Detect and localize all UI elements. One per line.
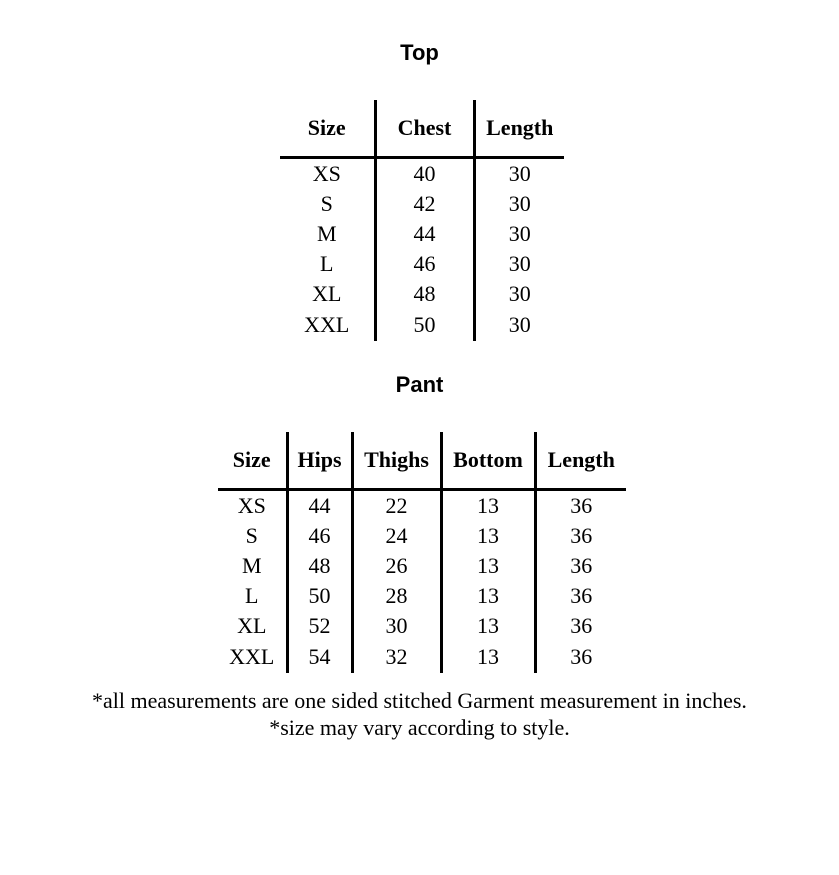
size-cell: XS bbox=[237, 493, 266, 518]
chest-cell: 44 bbox=[375, 219, 474, 249]
thighs-cell: 32 bbox=[352, 641, 441, 673]
length-cell: 36 bbox=[535, 581, 626, 611]
thighs-cell: 30 bbox=[352, 611, 441, 641]
bottom-cell: 13 bbox=[441, 521, 535, 551]
chest-cell: 40 bbox=[375, 158, 474, 190]
top-section-title: Top bbox=[400, 40, 439, 65]
table-row bbox=[218, 641, 626, 673]
length-cell: 36 bbox=[535, 641, 626, 673]
length-cell: 30 bbox=[474, 279, 564, 309]
column-header-length: Length bbox=[474, 100, 564, 158]
size-cell: S bbox=[245, 523, 258, 548]
size-cell: XS bbox=[312, 161, 341, 186]
size-cell: XXL bbox=[229, 644, 275, 669]
hips-cell: 50 bbox=[287, 581, 352, 611]
table-row bbox=[280, 309, 564, 341]
length-cell: 30 bbox=[474, 309, 564, 341]
size-cell: XL bbox=[312, 281, 342, 306]
hips-cell: 44 bbox=[287, 490, 352, 522]
thighs-cell: 26 bbox=[352, 551, 441, 581]
column-header-length: Length bbox=[535, 432, 626, 490]
bottom-cell: 13 bbox=[441, 611, 535, 641]
size-cell: M bbox=[241, 553, 262, 578]
measurement-note: *all measurements are one sided stitched Garment measurement in inches. bbox=[92, 688, 747, 713]
size-cell: L bbox=[320, 251, 334, 276]
table-row bbox=[280, 279, 564, 309]
length-cell: 30 bbox=[474, 249, 564, 279]
table-row bbox=[218, 490, 626, 522]
column-header-hips: Hips bbox=[287, 432, 352, 490]
size-cell: M bbox=[316, 221, 337, 246]
column-header-chest: Chest bbox=[375, 100, 474, 158]
table-row bbox=[280, 189, 564, 219]
size-cell: XL bbox=[237, 613, 267, 638]
hips-cell: 52 bbox=[287, 611, 352, 641]
column-header-size: Size bbox=[280, 100, 375, 158]
chest-cell: 42 bbox=[375, 189, 474, 219]
table-header-row bbox=[280, 100, 564, 158]
bottom-cell: 13 bbox=[441, 581, 535, 611]
size-variance-note: *size may vary according to style. bbox=[269, 715, 570, 740]
table-row bbox=[218, 521, 626, 551]
length-cell: 36 bbox=[535, 490, 626, 522]
table-row bbox=[218, 581, 626, 611]
top-size-table bbox=[280, 100, 564, 341]
size-cell: XXL bbox=[304, 312, 350, 337]
bottom-cell: 13 bbox=[441, 551, 535, 581]
length-cell: 36 bbox=[535, 521, 626, 551]
pant-size-table bbox=[218, 432, 626, 673]
length-cell: 36 bbox=[535, 551, 626, 581]
thighs-cell: 24 bbox=[352, 521, 441, 551]
hips-cell: 46 bbox=[287, 521, 352, 551]
column-header-bottom: Bottom bbox=[441, 432, 535, 490]
length-cell: 30 bbox=[474, 219, 564, 249]
chest-cell: 50 bbox=[375, 309, 474, 341]
table-row bbox=[280, 249, 564, 279]
table-row bbox=[218, 551, 626, 581]
bottom-cell: 13 bbox=[441, 490, 535, 522]
column-header-size: Size bbox=[218, 432, 287, 490]
length-cell: 30 bbox=[474, 189, 564, 219]
pant-section-title: Pant bbox=[395, 372, 444, 397]
bottom-cell: 13 bbox=[441, 641, 535, 673]
thighs-cell: 28 bbox=[352, 581, 441, 611]
column-header-thighs: Thighs bbox=[352, 432, 441, 490]
thighs-cell: 22 bbox=[352, 490, 441, 522]
chest-cell: 48 bbox=[375, 279, 474, 309]
length-cell: 36 bbox=[535, 611, 626, 641]
table-header-row bbox=[218, 432, 626, 490]
size-cell: L bbox=[245, 583, 259, 608]
table-row bbox=[280, 158, 564, 190]
hips-cell: 54 bbox=[287, 641, 352, 673]
size-cell: S bbox=[320, 191, 333, 216]
length-cell: 30 bbox=[474, 158, 564, 190]
chest-cell: 46 bbox=[375, 249, 474, 279]
table-row bbox=[218, 611, 626, 641]
table-row bbox=[280, 219, 564, 249]
hips-cell: 48 bbox=[287, 551, 352, 581]
